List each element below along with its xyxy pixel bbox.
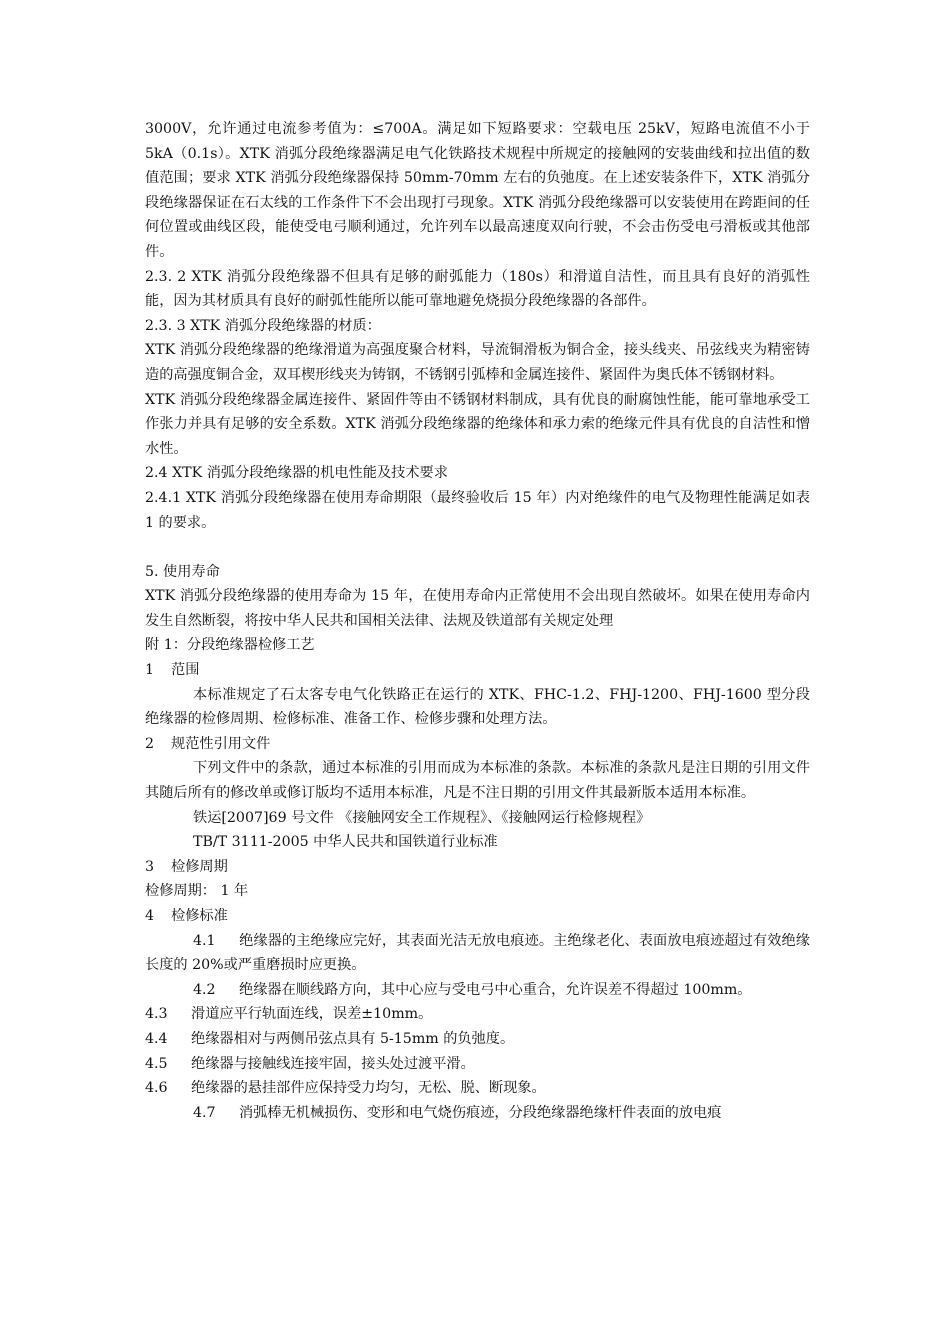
paragraph-materials: XTK 消弧分段绝缘器的绝缘滑道为高强度聚合材料，导流铜滑板为铜合金，接头线夹、吊弦线夹为精密铸造的高强度铜合金，双耳楔形线夹为铸钢，不锈钢引弧棒和金属连接件、紧固件为奥氏体不锈钢材料。: [145, 342, 810, 383]
section-title: 范围: [171, 662, 200, 679]
item-number: 4.7: [193, 1104, 216, 1121]
item-text: 绝缘器在顺线路方向，其中心应与受电弓中心重合，允许误差不得超过 100mm。: [239, 981, 752, 998]
paragraph-2-4-1: 2.4.1 XTK 消弧分段绝缘器在使用寿命期限（最终验收后 15 年）内对绝缘件的电气及物理性能满足如表 1 的要求。: [145, 489, 810, 531]
item-number: 4.4: [145, 1030, 168, 1047]
inspection-item: [145, 978, 810, 1003]
paragraph-short-circuit: 3000V，允许通过电流参考值为：≤700A。满足如下短路要求：空载电压 25kV，短路电流值不小于 5kA（0.1s）。XTK 消弧分段绝缘器满足电气化铁路技术规程中所规定的接触网的安装曲线和拉出值的数值范围；要求 XTK 消弧分段绝缘器保持 50mm-70mm 左右的负弛度。在上述安装条件下，XTK 消弧分段绝缘器保证在石太线的工作条件下不会出现打弓现象。XTK 消弧分段绝缘器可以安装使用在跨距间的任何位置或曲线区段，能使受电弓顺利通过，允许列车以最高速度双向行驶，不会击伤受电弓滑板或其他部件。: [145, 121, 810, 260]
section-2-body: 下列文件中的条款，通过本标准的引用而成为本标准的条款。本标准的条款凡是注日期的引用文件其随后所有的修改单或修订版均不适用本标准，凡是不注日期的引用文件其最新版本适用本标准。: [145, 760, 810, 802]
item-text: 绝缘器与接触线连接牢固，接头处过渡平滑。: [191, 1055, 475, 1072]
reference-2: TB/T 3111-2005 中华人民共和国铁道行业标准: [193, 834, 498, 851]
heading-service-life: 5. 使用寿命: [145, 563, 220, 580]
paragraph-fasteners: XTK 消弧分段绝缘器金属连接件、紧固件等由不锈钢材料制成，具有优良的耐腐蚀性能，能可靠地承受工作张力并具有足够的安全系数。XTK 消弧分段绝缘器的绝缘体和承力索的绝缘元件具有优良的自洁性和憎水性。: [145, 391, 810, 457]
item-number: 4.2: [193, 981, 216, 998]
inspection-item: [145, 1027, 810, 1052]
inspection-item: [145, 1101, 810, 1126]
item-number: 4.6: [145, 1080, 168, 1097]
item-text: 绝缘器的主绝缘应完好，其表面光洁无放电痕迹。主绝缘老化、表面放电痕迹超过有效绝缘长度的 20%或严重磨损时应更换。: [145, 932, 810, 974]
inspection-item: [145, 1076, 810, 1101]
reference-1: 铁运[2007]69 号文件 《接触网安全工作规程》、《接触网运行检修规程》: [193, 809, 651, 826]
item-number: 4.3: [145, 1006, 168, 1023]
section-4-heading: [145, 904, 810, 929]
inspection-items: [145, 929, 810, 1126]
inspection-item: [145, 1052, 810, 1077]
item-text: 绝缘器相对与两侧吊弦点具有 5-15mm 的负弛度。: [191, 1030, 515, 1047]
section-2-heading: [145, 732, 810, 757]
paragraph-service-life: XTK 消弧分段绝缘器的使用寿命为 15 年，在使用寿命内正常使用不会出现自然破坏。如果在使用寿命内发生自然断裂，将按中华人民共和国相关法律、法规及铁道部有关规定处理: [145, 588, 810, 629]
item-number: 4.5: [145, 1055, 168, 1072]
section-3-heading: [145, 855, 810, 880]
section-title: 规范性引用文件: [171, 735, 271, 752]
item-text: 滑道应平行轨面连线，误差±10mm。: [191, 1006, 433, 1023]
section-number: 3: [145, 858, 155, 875]
section-title: 检修周期: [171, 858, 228, 875]
section-number: 4: [145, 908, 155, 924]
item-number: 4.1: [193, 932, 216, 949]
paragraph-2-3-3-heading: 2.3. 3 XTK 消弧分段绝缘器的材质：: [145, 317, 381, 334]
section-title: 检修标准: [171, 908, 228, 924]
section-1-heading: [145, 658, 810, 683]
section-1-body: 本标准规定了石太客专电气化铁路正在运行的 XTK、FHC-1.2、FHJ-1200、FHJ-1600 型分段绝缘器的检修周期、检修标准、准备工作、检修步骤和处理方法。: [145, 686, 810, 728]
document-page: [145, 117, 810, 1125]
paragraph-2-3-2: 2.3. 2 XTK 消弧分段绝缘器不但具有足够的耐弧能力（180s）和滑道自洁性，而且具有良好的消弧性能，因为其材质具有良好的耐弧性能所以能可靠地避免烧损分段绝缘器的各部件。: [145, 268, 810, 310]
item-text: 绝缘器的悬挂部件应保持受力均匀，无松、脱、断现象。: [191, 1080, 546, 1097]
inspection-item: [145, 929, 810, 978]
item-text: 消弧棒无机械损伤、变形和电气烧伤痕迹，分段绝缘器绝缘杆件表面的放电痕: [239, 1104, 722, 1121]
section-number: 1: [145, 662, 155, 679]
heading-2-4: 2.4 XTK 消弧分段绝缘器的机电性能及技术要求: [145, 465, 448, 482]
inspection-item: [145, 1002, 810, 1027]
blank-line: [145, 535, 810, 560]
section-3-body: 检修周期： 1 年: [145, 883, 249, 900]
section-number: 2: [145, 735, 155, 752]
appendix-title: 附 1：分段绝缘器检修工艺: [145, 637, 315, 654]
